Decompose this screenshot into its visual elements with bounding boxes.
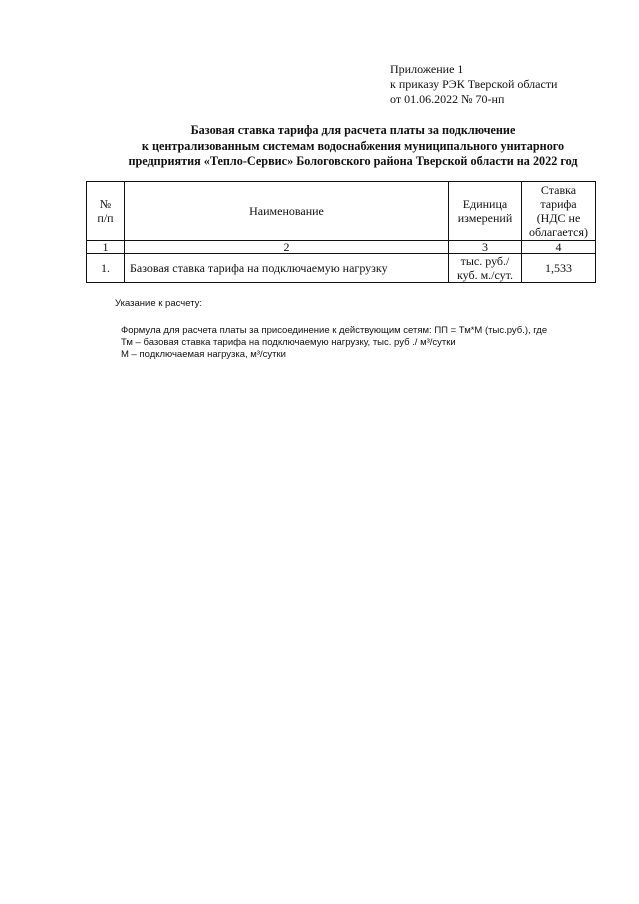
calculation-note-heading: Указание к расчету:	[115, 298, 203, 309]
appendix-line: к приказу РЭК Тверской области	[390, 77, 558, 91]
title-line: Базовая ставка тарифа для расчета платы за подключение	[190, 123, 516, 137]
tariff-table	[86, 181, 596, 283]
column-number: 3	[449, 241, 522, 254]
calculation-notes	[121, 325, 547, 361]
row-name: Базовая ставка тарифа на подключаемую нагрузку	[125, 254, 449, 283]
definition-line: М – подключаемая нагрузка, м³/сутки	[121, 349, 286, 360]
header-number: № п/п	[87, 182, 125, 241]
column-number: 2	[125, 241, 449, 254]
column-number: 1	[87, 241, 125, 254]
row-rate: 1,533	[522, 254, 596, 283]
formula-line: Формула для расчета платы за присоединение к действующим сетям: ПП = Тм*М (тыс.руб.), где	[121, 325, 548, 336]
title-line: предприятия «Тепло-Сервис» Бологовского района Тверской области на 2022 год	[128, 154, 578, 168]
row-number: 1.	[87, 254, 125, 283]
appendix-line: Приложение 1	[390, 62, 464, 76]
column-number-row	[87, 241, 596, 254]
document-title	[96, 123, 610, 170]
header-name: Наименование	[125, 182, 449, 241]
row-unit: тыс. руб./ куб. м./сут.	[449, 254, 522, 283]
title-line: к централизованным системам водоснабжения муниципального унитарного	[141, 138, 565, 153]
appendix-line: от 01.06.2022 № 70-нп	[390, 92, 505, 106]
header-unit: Единица измерений	[449, 182, 522, 241]
appendix-reference	[390, 62, 557, 107]
table-row	[87, 254, 596, 283]
column-number: 4	[522, 241, 596, 254]
table-header-row	[87, 182, 596, 241]
definition-line: Тм – базовая ставка тарифа на подключаемую нагрузку, тыс. руб ./ м³/сутки	[121, 337, 456, 348]
header-rate: Ставка тарифа (НДС не облагается)	[522, 182, 596, 241]
